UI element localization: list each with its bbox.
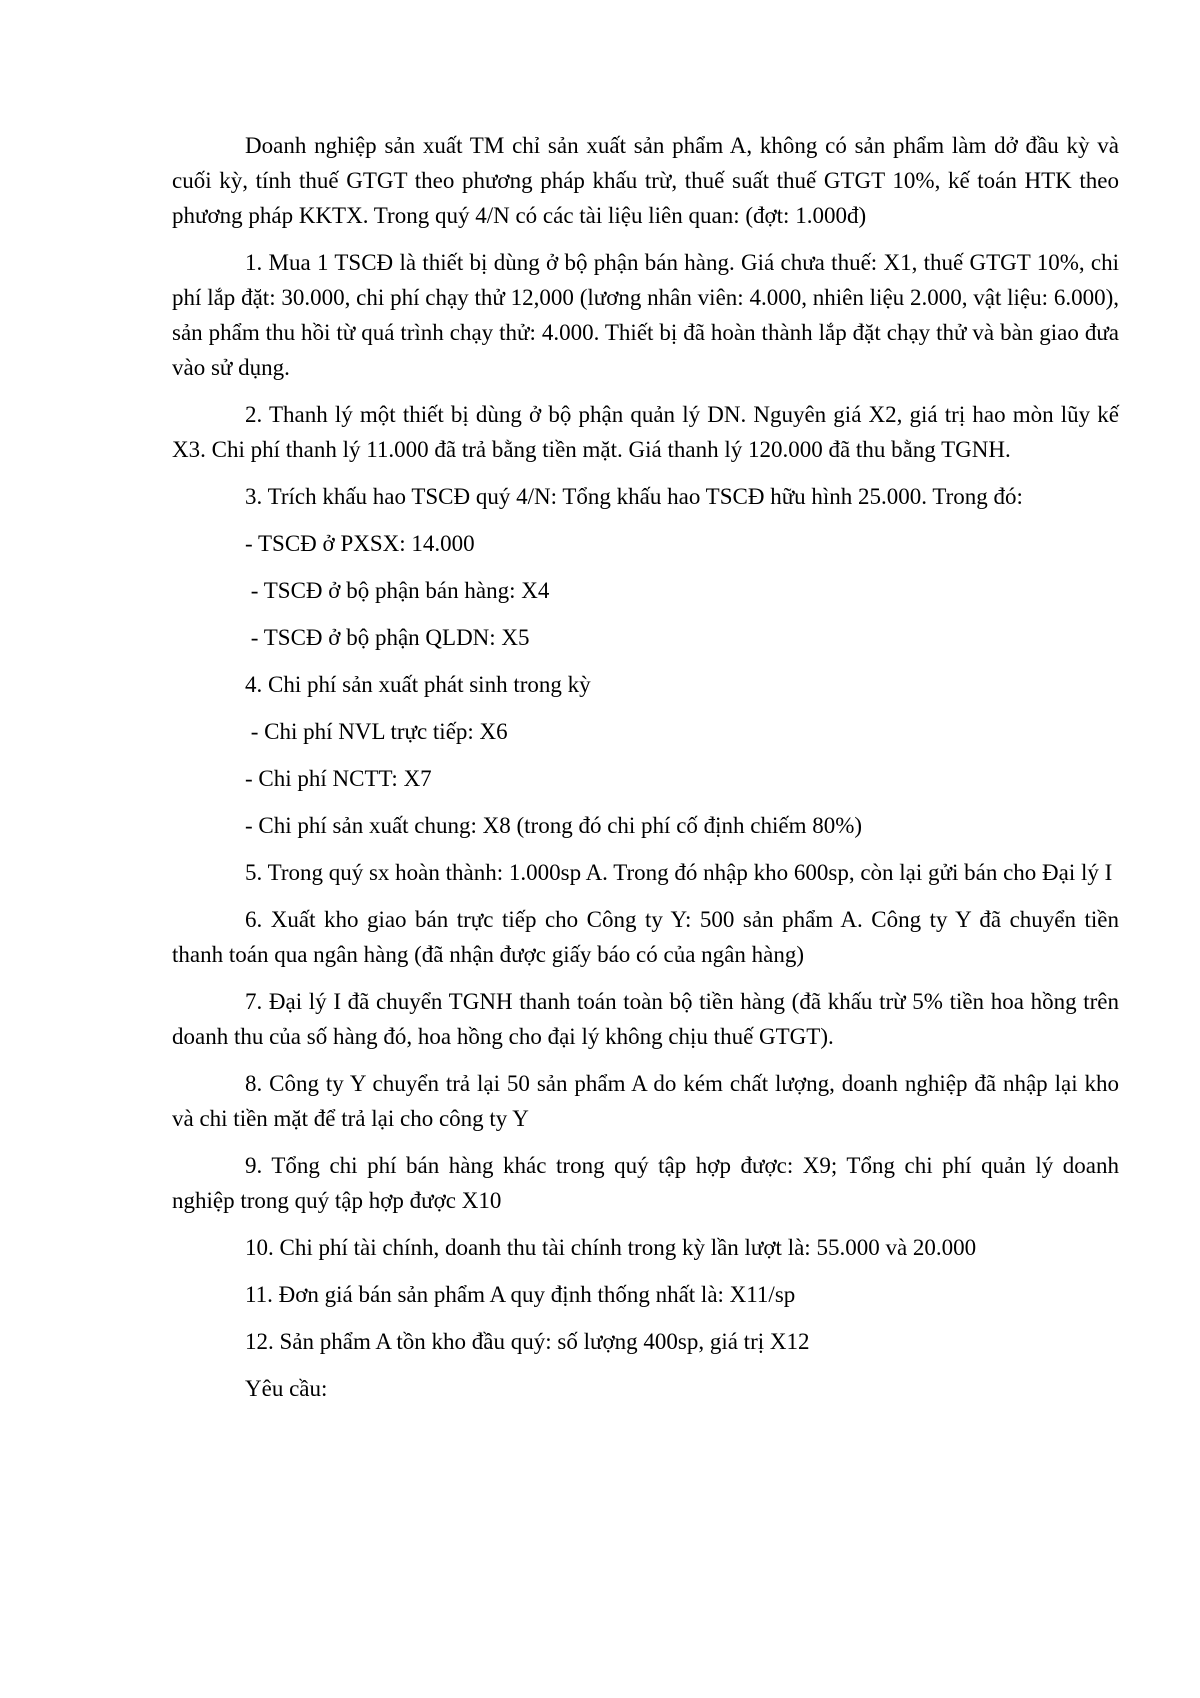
item-3-sub-3: - TSCĐ ở bộ phận QLDN: X5 — [245, 625, 530, 650]
item-7-paragraph: 7. Đại lý I đã chuyển TGNH thanh toán toàn bộ tiền hàng (đã khấu trừ 5% tiền hoa hồng trên doanh thu của số hàng đó, hoa hồng cho đại lý không chịu thuế GTGT). — [172, 989, 1119, 1049]
item-2-paragraph: 2. Thanh lý một thiết bị dùng ở bộ phận quản lý DN. Nguyên giá X2, giá trị hao mòn lũy kế X3. Chi phí thanh lý 11.000 đã trả bằng tiền mặt. Giá thanh lý 120.000 đã thu bằng TGNH. — [172, 402, 1119, 462]
item-3-sub-1: - TSCĐ ở PXSX: 14.000 — [245, 531, 475, 556]
intro-paragraph: Doanh nghiệp sản xuất TM chỉ sản xuất sản phẩm A, không có sản phẩm làm dở đầu kỳ và cuối kỳ, tính thuế GTGT theo phương pháp khấu trừ, thuế suất thuế GTGT 10%, kế toán HTK theo phương pháp KKTX. Trong quý 4/N có các tài liệu liên quan: (đợt: 1.000đ) — [172, 133, 1119, 228]
item-3-paragraph: 3. Trích khấu hao TSCĐ quý 4/N: Tổng khấu hao TSCĐ hữu hình 25.000. Trong đó: — [245, 484, 1023, 509]
item-1-paragraph: 1. Mua 1 TSCĐ là thiết bị dùng ở bộ phận bán hàng. Giá chưa thuế: X1, thuế GTGT 10%, chi phí lắp đặt: 30.000, chi phí chạy thử 12,000 (lương nhân viên: 4.000, nhiên liệu 2.000, vật liệu: 6.000), sản phẩm thu hồi từ quá trình chạy thử: 4.000. Thiết bị đã hoàn thành lắp đặt chạy thử và bàn giao đưa vào sử dụng. — [172, 250, 1119, 380]
item-5-paragraph: 5. Trong quý sx hoàn thành: 1.000sp A. Trong đó nhập kho 600sp, còn lại gửi bán cho Đại lý I — [245, 860, 1113, 885]
item-3-sub-2: - TSCĐ ở bộ phận bán hàng: X4 — [245, 578, 550, 603]
item-6-paragraph: 6. Xuất kho giao bán trực tiếp cho Công ty Y: 500 sản phẩm A. Công ty Y đã chuyển tiền thanh toán qua ngân hàng (đã nhận được giấy báo có của ngân hàng) — [172, 907, 1119, 967]
item-4-sub-1: - Chi phí NVL trực tiếp: X6 — [245, 719, 508, 744]
item-4-sub-3: - Chi phí sản xuất chung: X8 (trong đó chi phí cố định chiếm 80%) — [245, 813, 863, 838]
item-9-paragraph: 9. Tổng chi phí bán hàng khác trong quý tập hợp được: X9; Tổng chi phí quản lý doanh nghiệp trong quý tập hợp được X10 — [172, 1153, 1119, 1213]
item-4-sub-2: - Chi phí NCTT: X7 — [245, 766, 432, 791]
requirement-heading: Yêu cầu: — [245, 1376, 328, 1401]
item-11-paragraph: 11. Đơn giá bán sản phẩm A quy định thống nhất là: X11/sp — [245, 1282, 796, 1307]
item-12-paragraph: 12. Sản phẩm A tồn kho đầu quý: số lượng 400sp, giá trị X12 — [245, 1329, 810, 1354]
document-page — [172, 128, 1119, 1418]
item-4-paragraph: 4. Chi phí sản xuất phát sinh trong kỳ — [245, 672, 591, 697]
item-8-paragraph: 8. Công ty Y chuyển trả lại 50 sản phẩm A do kém chất lượng, doanh nghiệp đã nhập lại kho và chi tiền mặt để trả lại cho công ty Y — [172, 1071, 1119, 1131]
item-10-paragraph: 10. Chi phí tài chính, doanh thu tài chính trong kỳ lần lượt là: 55.000 và 20.000 — [245, 1235, 977, 1260]
